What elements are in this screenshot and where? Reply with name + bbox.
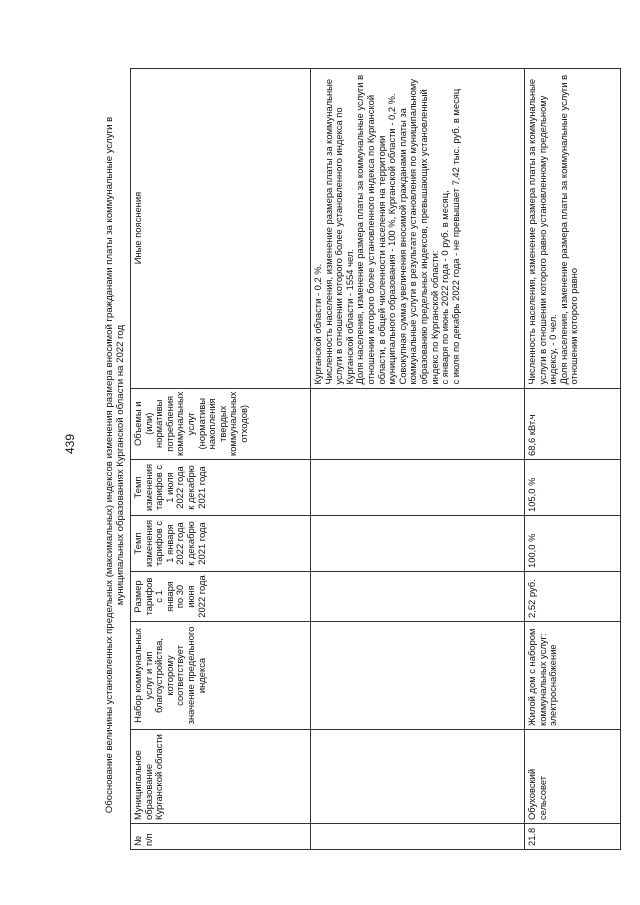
row1-tariff-rate-jan <box>311 516 525 572</box>
row2-num: 21.8 <box>525 824 621 850</box>
row2-municipality: Обуховский сельсовет <box>525 730 621 824</box>
row1-tariff-size <box>311 572 525 622</box>
header-num: № п/п <box>131 824 311 850</box>
row2-tariff-size: 2,52 руб. <box>525 572 621 622</box>
row2-services <box>525 622 621 730</box>
header-tariff-rate-jan: Темп изменения тарифов с 1 января 2022 года к декабрю 2021 года <box>131 516 311 572</box>
row2-tariff-rate-jul: 105,0 % <box>525 460 621 516</box>
row2-notes: Численность населения, изменение размера платы за коммунальные услуги в отношении которого равно установленному предельному индексу, - 0 чел. Доля населения, изменение размера платы за коммунальные услуги в отношении которого равно <box>525 68 621 388</box>
row1-services <box>311 622 525 730</box>
page-number: 439 <box>63 433 77 455</box>
row1-tariff-rate-jul <box>311 460 525 516</box>
table-row <box>525 68 621 849</box>
row1-municipality <box>311 730 525 824</box>
row2-tariff-rate-jan: 100,0 % <box>525 516 621 572</box>
row1-volumes <box>311 388 525 459</box>
row2-services-line1: Жилой дом с набором коммунальных услуг: <box>526 628 548 726</box>
document-title: Обоснование величины установленных предельных (максимальных) индексов изменения размера вносимой гражданами платы за коммунальные услуги в муниципальных образованиях Курганской области на 2022 год <box>104 116 126 814</box>
rotated-page-content <box>104 55 616 850</box>
header-services: Набор коммунальных услуг и тип благоустройства, которому соответствует значение предельного индекса <box>131 622 311 730</box>
indices-table <box>130 68 621 850</box>
row1-num <box>311 824 525 850</box>
row1-notes: Курганской области - 0,2 %. Численность населения, изменение размера платы за коммунальные услуги в отношении которого более установленного индекса по Курганской области - 1554 чел. Доля населения, изменение размера платы за коммунальные услуги в отношении которого более установленного индекса по Курганской области, в общей численности населения на территории муниципального образования - 100 %, Курганской области - 0,2 %. Совокупная сумма увеличения вносимой гражданами платы за коммунальные услуги в результате установления по муниципальному образованию предельных индексов, превышающих установленный индекс по Курганской области: с января по июнь 2022 года - 0 руб. в месяц, с июля по декабрь 2022 года - не превышает 7,42 тыс. руб. в месяц <box>311 68 525 388</box>
header-tariff-size: Размер тарифов с 1 января по 30 июня 2022 года <box>131 572 311 622</box>
row2-volumes: 68,6 кВт.ч <box>525 388 621 459</box>
header-municipality: Муниципальное образование Курганской области <box>131 730 311 824</box>
row2-services-line2: электроснабжение <box>547 644 559 726</box>
header-tariff-rate-jul: Темп изменения тарифов с 1 июля 2022 года к декабрю 2021 года <box>131 460 311 516</box>
header-volumes: Объемы и (или) нормативы потребления коммунальных услуг (нормативы накопления твердых коммунальных отходов) <box>131 388 311 459</box>
table-row <box>311 68 525 849</box>
table-header-row <box>131 68 311 849</box>
header-notes: Иные пояснения <box>131 68 311 388</box>
